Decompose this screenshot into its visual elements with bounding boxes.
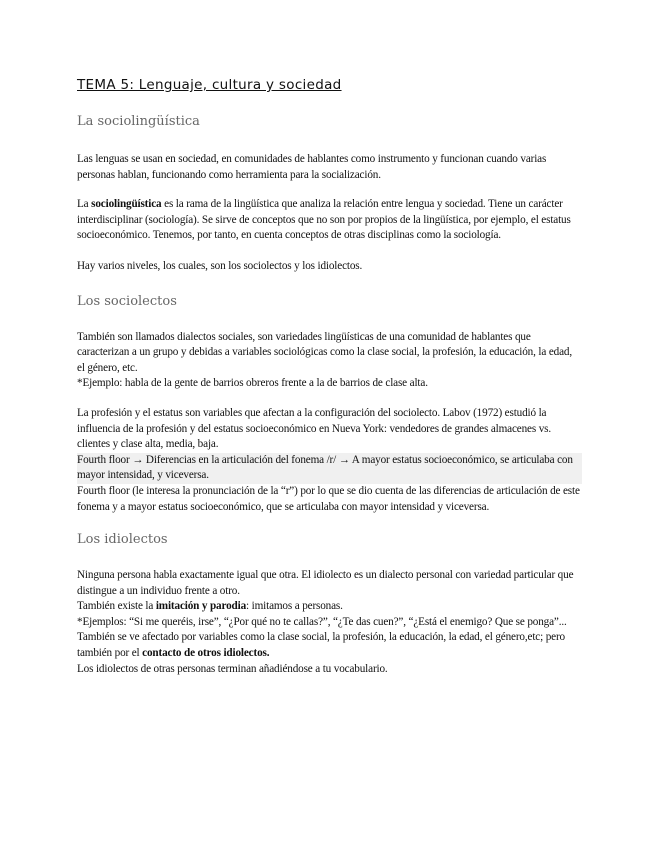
paragraph: También son llamados dialectos sociales, son variedades lingüísticas de una comunidad de hablantes que caracterizan a un grupo y debidas a variables sociológicas como la clase social, la profesión, la educación, la edad, el género, etc. — [77, 330, 572, 374]
paragraph — [77, 197, 582, 244]
bold-term: imitación y parodia — [155, 600, 247, 613]
paragraph: *Ejemplo: habla de la gente de barrios obreros frente a la de barrios de clase alta. — [77, 377, 428, 390]
text-run: La — [77, 198, 92, 211]
text-run: También se ve afectado por variables como la clase social, la profesión, la educación, la edad, el género,etc; pero también por el — [77, 631, 565, 660]
bold-term: contacto de otros idiolectos. — [142, 647, 270, 660]
text-run: : imitamos a personas. — [246, 600, 343, 613]
paragraph: La profesión y el estatus son variables que afectan a la configuración del sociolecto. Labov (1972) estudió la influencia de la profesión y del estatus socioeconómico en Nueva York: vendedores de grandes almacenes vs. clientes y clase alta, media, baja. — [77, 406, 552, 451]
paragraph: Las lenguas se usan en sociedad, en comunidades de hablantes como instrumento y funcionan cuando varias personas hablan, funcionando como herramienta para la socialización. — [77, 153, 547, 181]
section-heading-sociolinguistica: La sociolingüística — [77, 114, 200, 129]
paragraph: Hay varios niveles, los cuales, son los sociolectos y los idiolectos. — [77, 259, 363, 272]
paragraph: Fourth floor (le interesa la pronunciación de la “r”) por lo que se dio cuenta de las diferencias de articulación de este fonema y a mayor estatus socioeconómico, que se articulaba con mayor intensidad y viceversa. — [77, 484, 580, 513]
document-content — [77, 74, 582, 677]
highlighted-paragraph: Fourth floor → Diferencias en la articulación del fonema /r/ → A mayor estatus socioeconómico, se articulaba con mayor intensidad, y viceversa. — [77, 453, 582, 484]
bold-term: sociolingüística — [91, 198, 162, 211]
paragraph — [77, 599, 582, 615]
document-title: TEMA 5: Lenguaje, cultura y sociedad — [77, 77, 342, 93]
section-heading-idiolectos: Los idiolectos — [77, 532, 168, 548]
paragraph — [77, 630, 582, 661]
text-run: También existe la — [77, 600, 156, 613]
paragraph: Los idiolectos de otras personas terminan añadiéndose a tu vocabulario. — [77, 662, 388, 675]
paragraph: *Ejemplos: “Si me queréis, irse”, “¿Por qué no te callas?”, “¿Te das cuen?”, “¿Está el enemigo? Que se ponga”... — [77, 615, 567, 628]
paragraph: Ninguna persona habla exactamente igual que otra. El idiolecto es un dialecto personal con variedad particular que distingue a un individuo frente a otro. — [77, 569, 574, 597]
section-heading-sociolectos: Los sociolectos — [77, 293, 177, 309]
text-run: es la rama de la lingüística que analiza la relación entre lengua y sociedad. Tiene un carácter interdisciplinar (sociología). Se sirve de conceptos que no son por propios de la lingüística, por ejemplo, el estatus socioeconómico. Tenemos, por tanto, en cuenta conceptos de otras disciplinas como la sociología. — [77, 198, 571, 242]
